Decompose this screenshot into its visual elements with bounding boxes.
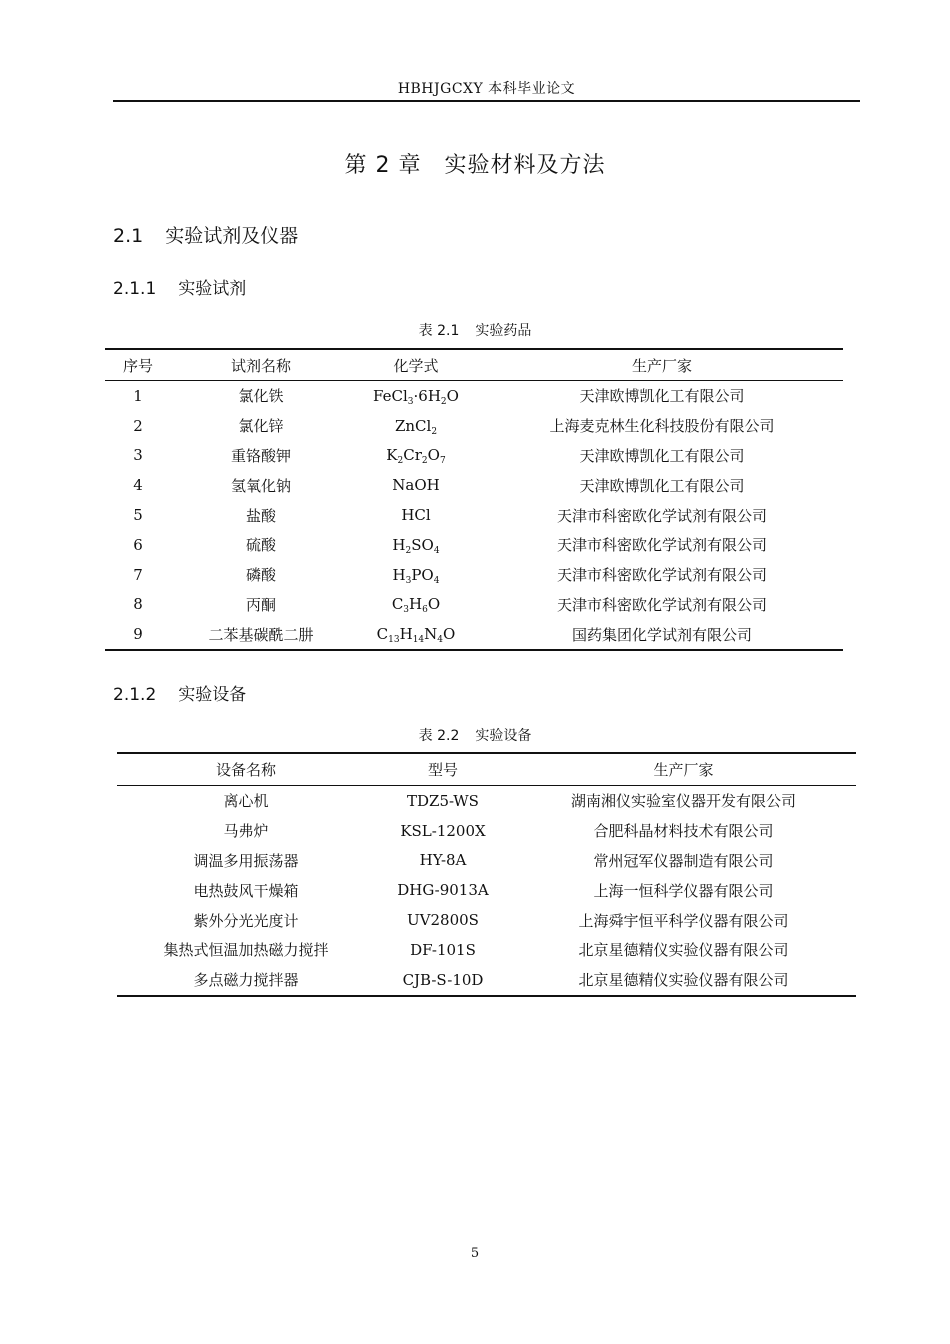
model-number: HY-8A [419,851,467,870]
table-row [105,381,843,411]
formula-part: Cr [403,446,422,465]
manufacturer: 常州冠军仪器制造有限公司 [593,851,774,870]
manufacturer: 合肥科晶材料技术有限公司 [593,822,774,841]
chemical-formula [351,530,481,560]
table-row [105,500,843,530]
formula-part: O [446,386,459,405]
section-title: 实验设备 [178,685,247,705]
table-row [117,816,856,846]
section-number: 2.1.2 [113,685,157,705]
formula-part: H [409,595,423,614]
table1-caption [0,320,950,340]
model-number: CJB-S-10D [402,970,484,989]
table-row [105,619,843,650]
column-header: 型号 [375,753,511,786]
reagent-name: 氢氧化钠 [230,476,291,495]
chemical-formula [351,500,481,530]
table-row [105,470,843,500]
table-row [105,441,843,471]
formula-part: ZnCl [394,416,432,435]
chemical-formula [351,560,481,590]
manufacturer: 天津市科密欧化学试剂有限公司 [556,595,767,614]
manufacturer: 上海一恒科学仪器有限公司 [593,881,774,900]
formula-subscript: 4 [433,575,440,586]
formula-subscript: 14 [412,635,425,646]
row-number: 7 [133,565,143,584]
section-number: 2.1.1 [113,279,157,299]
page-number: 5 [470,1246,480,1261]
column-header: 试剂名称 [171,349,351,381]
equipment-name: 调温多用振荡器 [193,851,299,870]
formula-subscript: 4 [433,545,440,556]
table-header-row [117,753,856,786]
equipment-name: 马弗炉 [223,822,269,841]
manufacturer: 上海舜宇恒平科学仪器有限公司 [578,911,789,930]
section-number: 2.1 [113,225,144,247]
model-number: UV2800S [407,911,479,930]
formula-subscript: 4 [437,635,444,646]
formula-subscript: 3 [407,396,414,407]
formula-part: PO [411,565,434,584]
formula-part: K [386,446,398,465]
chemical-formula [351,411,481,441]
row-number: 4 [133,476,143,495]
chemical-formula [351,441,481,471]
column-header: 生产厂家 [481,349,843,381]
section-title: 实验试剂及仪器 [165,225,299,247]
model-number: KSL-1200X [400,821,486,840]
formula-part: H [392,565,406,584]
column-header: 序号 [105,349,171,381]
manufacturer: 湖南湘仪实验室仪器开发有限公司 [570,792,796,811]
manufacturer: 天津欧博凯化工有限公司 [579,476,745,495]
table-row [117,786,856,816]
formula-subscript: 7 [439,456,446,467]
manufacturer: 上海麦克林生化科技股份有限公司 [549,417,775,436]
manufacturer: 天津欧博凯化工有限公司 [579,387,745,406]
section-title: 实验试剂 [178,279,247,299]
formula-subscript: 3 [405,575,412,586]
row-number: 5 [133,506,143,525]
equipment-name: 紫外分光光度计 [193,911,299,930]
formula-part: FeCl [373,386,408,405]
reagent-name: 氯化锌 [238,417,284,436]
reagents-table [105,348,843,651]
table-row [117,875,856,905]
formula-part: H [399,625,413,644]
reagent-name: 重铬酸钾 [230,446,291,465]
table-row [105,590,843,620]
model-number: DHG-9013A [397,881,489,900]
row-number: 9 [133,625,143,644]
table-row [117,846,856,876]
formula-subscript: 2 [397,456,404,467]
formula-subscript: 6 [422,605,428,616]
manufacturer: 天津市科密欧化学试剂有限公司 [556,536,767,555]
manufacturer: 国药集团化学试剂有限公司 [571,625,752,644]
table1-caption-title: 实验药品 [475,323,532,339]
manufacturer: 北京星德精仪实验仪器有限公司 [578,971,789,990]
formula-subscript: 2 [421,456,428,467]
table2-caption [0,725,950,745]
column-header: 生产厂家 [511,753,856,786]
formula-part: N [424,625,438,644]
reagent-name: 氯化铁 [238,387,284,406]
equipment-name: 离心机 [223,792,269,811]
chemical-formula [351,470,481,500]
row-number: 2 [133,416,143,435]
formula-part: SO [411,535,434,554]
formula-part: HCl [401,506,431,525]
chapter-title: 第 2 章 实验材料及方法 [344,153,606,178]
manufacturer: 天津市科密欧化学试剂有限公司 [556,506,767,525]
manufacturer: 北京星德精仪实验仪器有限公司 [578,941,789,960]
reagent-name: 磷酸 [245,566,276,585]
section-heading-2-1 [113,221,298,248]
formula-part: ·6H [413,386,441,405]
table-row [105,530,843,560]
formula-part: C [376,625,389,644]
reagent-name: 丙酮 [245,595,276,614]
section-heading-2-1-1 [113,274,246,299]
formula-subscript: 3 [403,605,410,616]
formula-subscript: 2 [440,396,447,407]
chemical-formula [351,381,481,411]
table-row [117,935,856,965]
formula-subscript: 2 [405,545,412,556]
chemical-formula [351,619,481,650]
reagent-name: 硫酸 [245,536,276,555]
row-number: 3 [133,446,143,465]
chemical-formula [351,590,481,620]
formula-part: O [427,595,441,614]
table-header-row [105,349,843,381]
column-header: 设备名称 [117,753,375,786]
equipment-name: 电热鼓风干燥箱 [193,881,299,900]
manufacturer: 天津市科密欧化学试剂有限公司 [556,566,767,585]
manufacturer: 天津欧博凯化工有限公司 [579,446,745,465]
formula-subscript: 2 [431,426,438,437]
reagent-name: 二苯基碳酰二肼 [208,625,314,644]
formula-part: NaOH [392,476,440,495]
table-row [117,965,856,996]
formula-part: C [391,595,404,614]
column-header: 化学式 [351,349,481,381]
model-number: TDZ5-WS [407,791,479,810]
equipment-name: 多点磁力搅拌器 [193,971,299,990]
table2-caption-number: 表 2.2 [418,728,460,744]
equipment-table [117,752,856,997]
table1-caption-number: 表 2.1 [418,323,460,339]
row-number: 1 [133,386,143,405]
equipment-name: 集热式恒温加热磁力搅拌 [163,941,329,960]
table2-caption-title: 实验设备 [475,728,532,744]
table-row [117,905,856,935]
table-row [105,560,843,590]
row-number: 6 [133,535,143,554]
formula-subscript: 13 [388,635,400,646]
model-number: DF-101S [410,940,476,959]
header-rule [113,100,860,102]
table-row [105,411,843,441]
reagent-name: 盐酸 [245,506,276,525]
formula-part: O [427,446,440,465]
section-heading-2-1-2 [113,680,246,705]
running-header: HBHJGCXY 本科毕业论文 [397,81,576,97]
formula-part: H [392,535,406,554]
row-number: 8 [133,595,143,614]
formula-part: O [443,625,456,644]
